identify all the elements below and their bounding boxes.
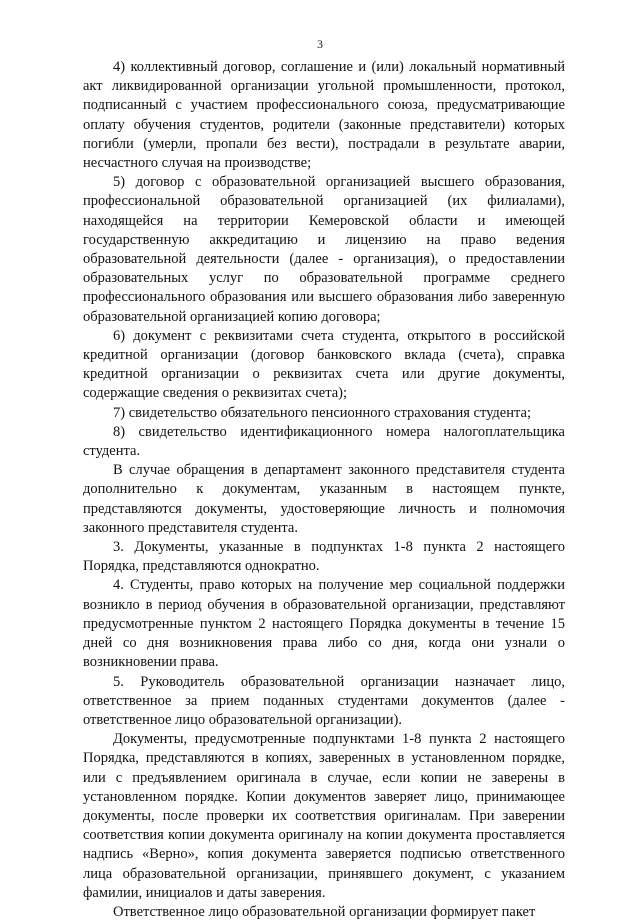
paragraph-clause-4: 4. Студенты, право которых на получение мер социальной поддержки возникло в период обучения в образовательной организации, представляют предусмотренные пунктом 2 настоящего Порядка документы в течение 15 дней со дня возникновения права либо со дня, когда они узнали о возникновении права. <box>83 577 565 671</box>
paragraph-item-5: 5) договор с образовательной организацией высшего образования, профессиональной образовательной организацией (их филиалами), находящейся на территории Кемеровской области и имеющей государственную аккредитацию и лицензию на право ведения образовательной деятельности (далее - организация), о предоставлении образовательных услуг по образовательной программе среднего профессионального образования или высшего образования либо заверенную образовательной организацией копию договора; <box>83 174 565 325</box>
paragraph-package: Ответственное лицо образовательной организации формирует пакет <box>113 903 536 920</box>
paragraph-item-7: 7) свидетельство обязательного пенсионного страхования студента; <box>113 404 531 421</box>
page-number: 3 <box>317 37 323 51</box>
paragraph-item-6: 6) документ с реквизитами счета студента, открытого в российской кредитной организации (договор банковского вклада (счета), справка кредитной организации о реквизитах счета или другие документы, содержащие сведения о реквизитах счета); <box>83 327 565 402</box>
paragraph-item-4: 4) коллективный договор, соглашение и (или) локальный нормативный акт ликвидированной организации угольной промышленности, протокол, подписанный с участием профессионального союза, предусматривающие оплату обучения студентов, родители (законные представители) которых погибли (умерли, пропали без вести), пострадали в результате аварии, несчастного случая на производстве; <box>83 59 565 172</box>
paragraph-item-8: 8) свидетельство идентификационного номера налогоплательщика студента. <box>83 423 565 460</box>
paragraph-legal-representative: В случае обращения в департамент законного представителя студента дополнительно к документам, указанным в настоящем пункте, представляются документы, удостоверяющие личность и полномочия законного представителя студента. <box>83 462 565 536</box>
document-body <box>83 58 565 922</box>
paragraph-clause-5: 5. Руководитель образовательной организации назначает лицо, ответственное за прием поданных студентами документов (далее - ответственное лицо образовательной организации). <box>83 673 565 728</box>
paragraph-copies: Документы, предусмотренные подпунктами 1-8 пункта 2 настоящего Порядка, представляются в копиях, заверенных в установленном порядке, или с предъявлением оригинала в случае, если копии не заверены в установленном порядке. Копии документов заверяет лицо, принимающее документы, после проверки их соответствия оригиналам. При заверении соответствия копии документа оригиналу на копии документа проставляется надпись «Верно», копия документа заверяется подписью ответственного лица образовательной организации, принявшего документ, с указанием фамилии, инициалов и даты заверения. <box>83 731 565 901</box>
paragraph-clause-3: 3. Документы, указанные в подпунктах 1-8 пункта 2 настоящего Порядка, представляются однократно. <box>83 539 565 575</box>
